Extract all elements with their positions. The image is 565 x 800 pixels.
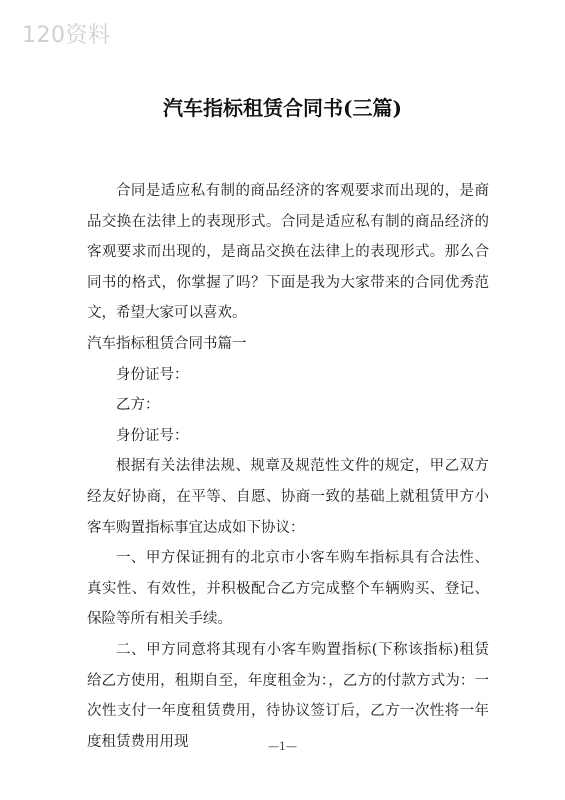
paragraph-section-heading: 汽车指标租赁合同书篇一 bbox=[87, 335, 247, 352]
paragraph-id-number: 身份证号： bbox=[116, 366, 189, 383]
paragraph-id-number-2: 身份证号： bbox=[116, 427, 189, 444]
watermark-logo: 120资料 bbox=[22, 23, 111, 48]
paragraph-intro: 合同是适应私有制的商品经济的客观要求而出现的，是商品交换在法律上的表现形式。合同是适应私有制的商品经济的客观要求而出现的，是商品交换在法律上的表现形式。那么合同书的格式，你掌握了吗？下面是我为大家带来的合同优秀范文，希望大家可以喜欢。 bbox=[87, 183, 489, 322]
paragraph-clause-2: 二、甲方同意将其现有小客车购置指标(下称该指标)租赁给乙方使用，租期自至，年度租金为：，乙方的付款方式为：一次性支付一年度租赁费用，待协议签订后，乙方一次性将一年度租赁费用用现 bbox=[87, 641, 489, 750]
document-title: 汽车指标租赁合同书(三篇) bbox=[163, 96, 402, 120]
document-body bbox=[87, 176, 489, 757]
page-number: —1— bbox=[268, 740, 297, 753]
paragraph-party-b: 乙方： bbox=[116, 397, 160, 414]
paragraph-preamble: 根据有关法律法规、规章及规范性文件的规定，甲乙双方经友好协商，在平等、自愿、协商一致的基础上就租赁甲方小客车购置指标事宜达成如下协议： bbox=[87, 458, 489, 536]
paragraph-clause-1: 一、甲方保证拥有的北京市小客车购车指标具有合法性、真实性、有效性，并积极配合乙方完成整个车辆购买、登记、保险等所有相关手续。 bbox=[87, 550, 489, 628]
